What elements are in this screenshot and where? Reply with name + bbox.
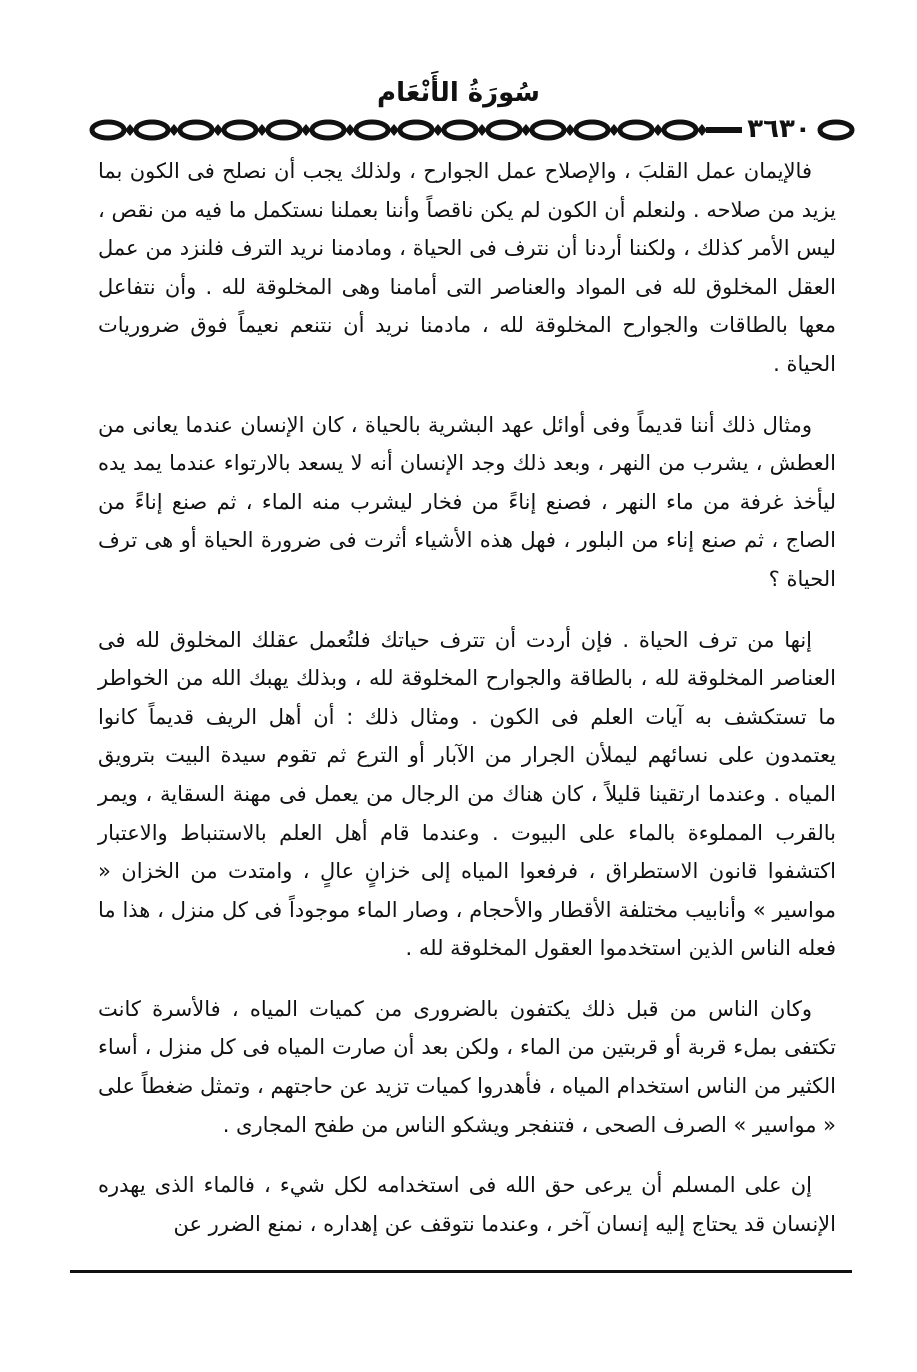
body-text: [98, 152, 836, 1243]
paragraph: إن على المسلم أن يرعى حق الله فى استخدامه لكل شيء ، فالماء الذى يهدره الإنسان قد يحتاج إليه إنسان آخر ، وعندما نتوقف عن إهداره ، نمنع الضرر عن: [98, 1173, 836, 1236]
page-number: ٣٦٣٠: [742, 112, 816, 146]
paragraph: ومثال ذلك أننا قديماً وفى أوائل عهد البشرية بالحياة ، كان الإنسان عندما يعانى من العطش ، يشرب من النهر ، وبعد ذلك وجد الإنسان أنه لا يسعد بالارتواء عندما يمد يده ليأخذ غرفة من ماء النهر ، فصنع إناءً من فخار ليشرب منه الماء ، ثم صنع إناءً من الصاج ، ثم صنع إناء من البلور ، فهل هذه الأشياء أثرت فى ضرورة الحياة أو هى ترف الحياة ؟: [98, 412, 836, 591]
paragraph: فالإيمان عمل القلبَ ، والإصلاح عمل الجوارح ، ولذلك يجب أن نصلح فى الكون بما يزيد من صلاحه . ولنعلم أن الكون لم يكن ناقصاً وأننا بعملنا نستكمل ما فيه من نقص ، ليس الأمر كذلك ، ولكننا أردنا أن نترف فى الحياة ، ومادمنا نريد الترف فلنزد من عمل العقل المخلوق لله فى المواد والعناصر التى أمامنا وهى المخلوقة لله . وأن نتفاعل معها بالطاقات والجوارح المخلوقة لله ، مادمنا نريد أن نتنعم نعيماً فوق ضروريات الحياة .: [98, 159, 836, 376]
paragraph: إنها من ترف الحياة . فإن أردت أن تترف حياتك فلتُعمل عقلك المخلوق لله فى العناصر المخلوقة لله ، بالطاقة والجوارح المخلوقة لله ، وبذلك يهبك الله من الخواطر ما تستكشف به آيات العلم فى الكون . ومثال ذلك : أن أهل الريف قديماً كانوا يعتمدون على نسائهم ليملأن الجرار من الآبار أو الترع ثم تقوم سيدة البيت بترويق المياه . وعندما ارتقينا قليلاً ، كان هناك من الرجال من يعمل فى مهنة السقاية ، ويمر بالقرب المملوءة بالماء على البيوت . وعندما قام أهل العلم بالاستنباط والاعتبار اكتشفوا قانون الاستطراق ، فرفعوا المياه إلى خزانٍ عالٍ ، وامتدت من الخزان « مواسير » وأنابيب مختلفة الأقطار والأحجام ، وصار الماء موجوداً فى كل منزل ، هذا ما فعله الناس الذين استخدموا العقول المخلوقة لله .: [98, 627, 836, 961]
paragraph: وكان الناس من قبل ذلك يكتفون بالضرورى من كميات المياه ، فالأسرة كانت تكتفى بملء قربة أو قربتين من الماء ، ولكن بعد أن صارت المياه فى كل منزل ، أساء الكثير من الناس استخدام المياه ، فأهدروا كميات تزيد عن حاجتهم ، وتمثل ضغطاً على « مواسير » الصرف الصحى ، فتنفجر ويشكو الناس من طفح المجارى .: [98, 996, 836, 1137]
footer-rule: [70, 1270, 852, 1273]
surah-title: سُورَةُ الأَنْعَام: [377, 78, 540, 108]
